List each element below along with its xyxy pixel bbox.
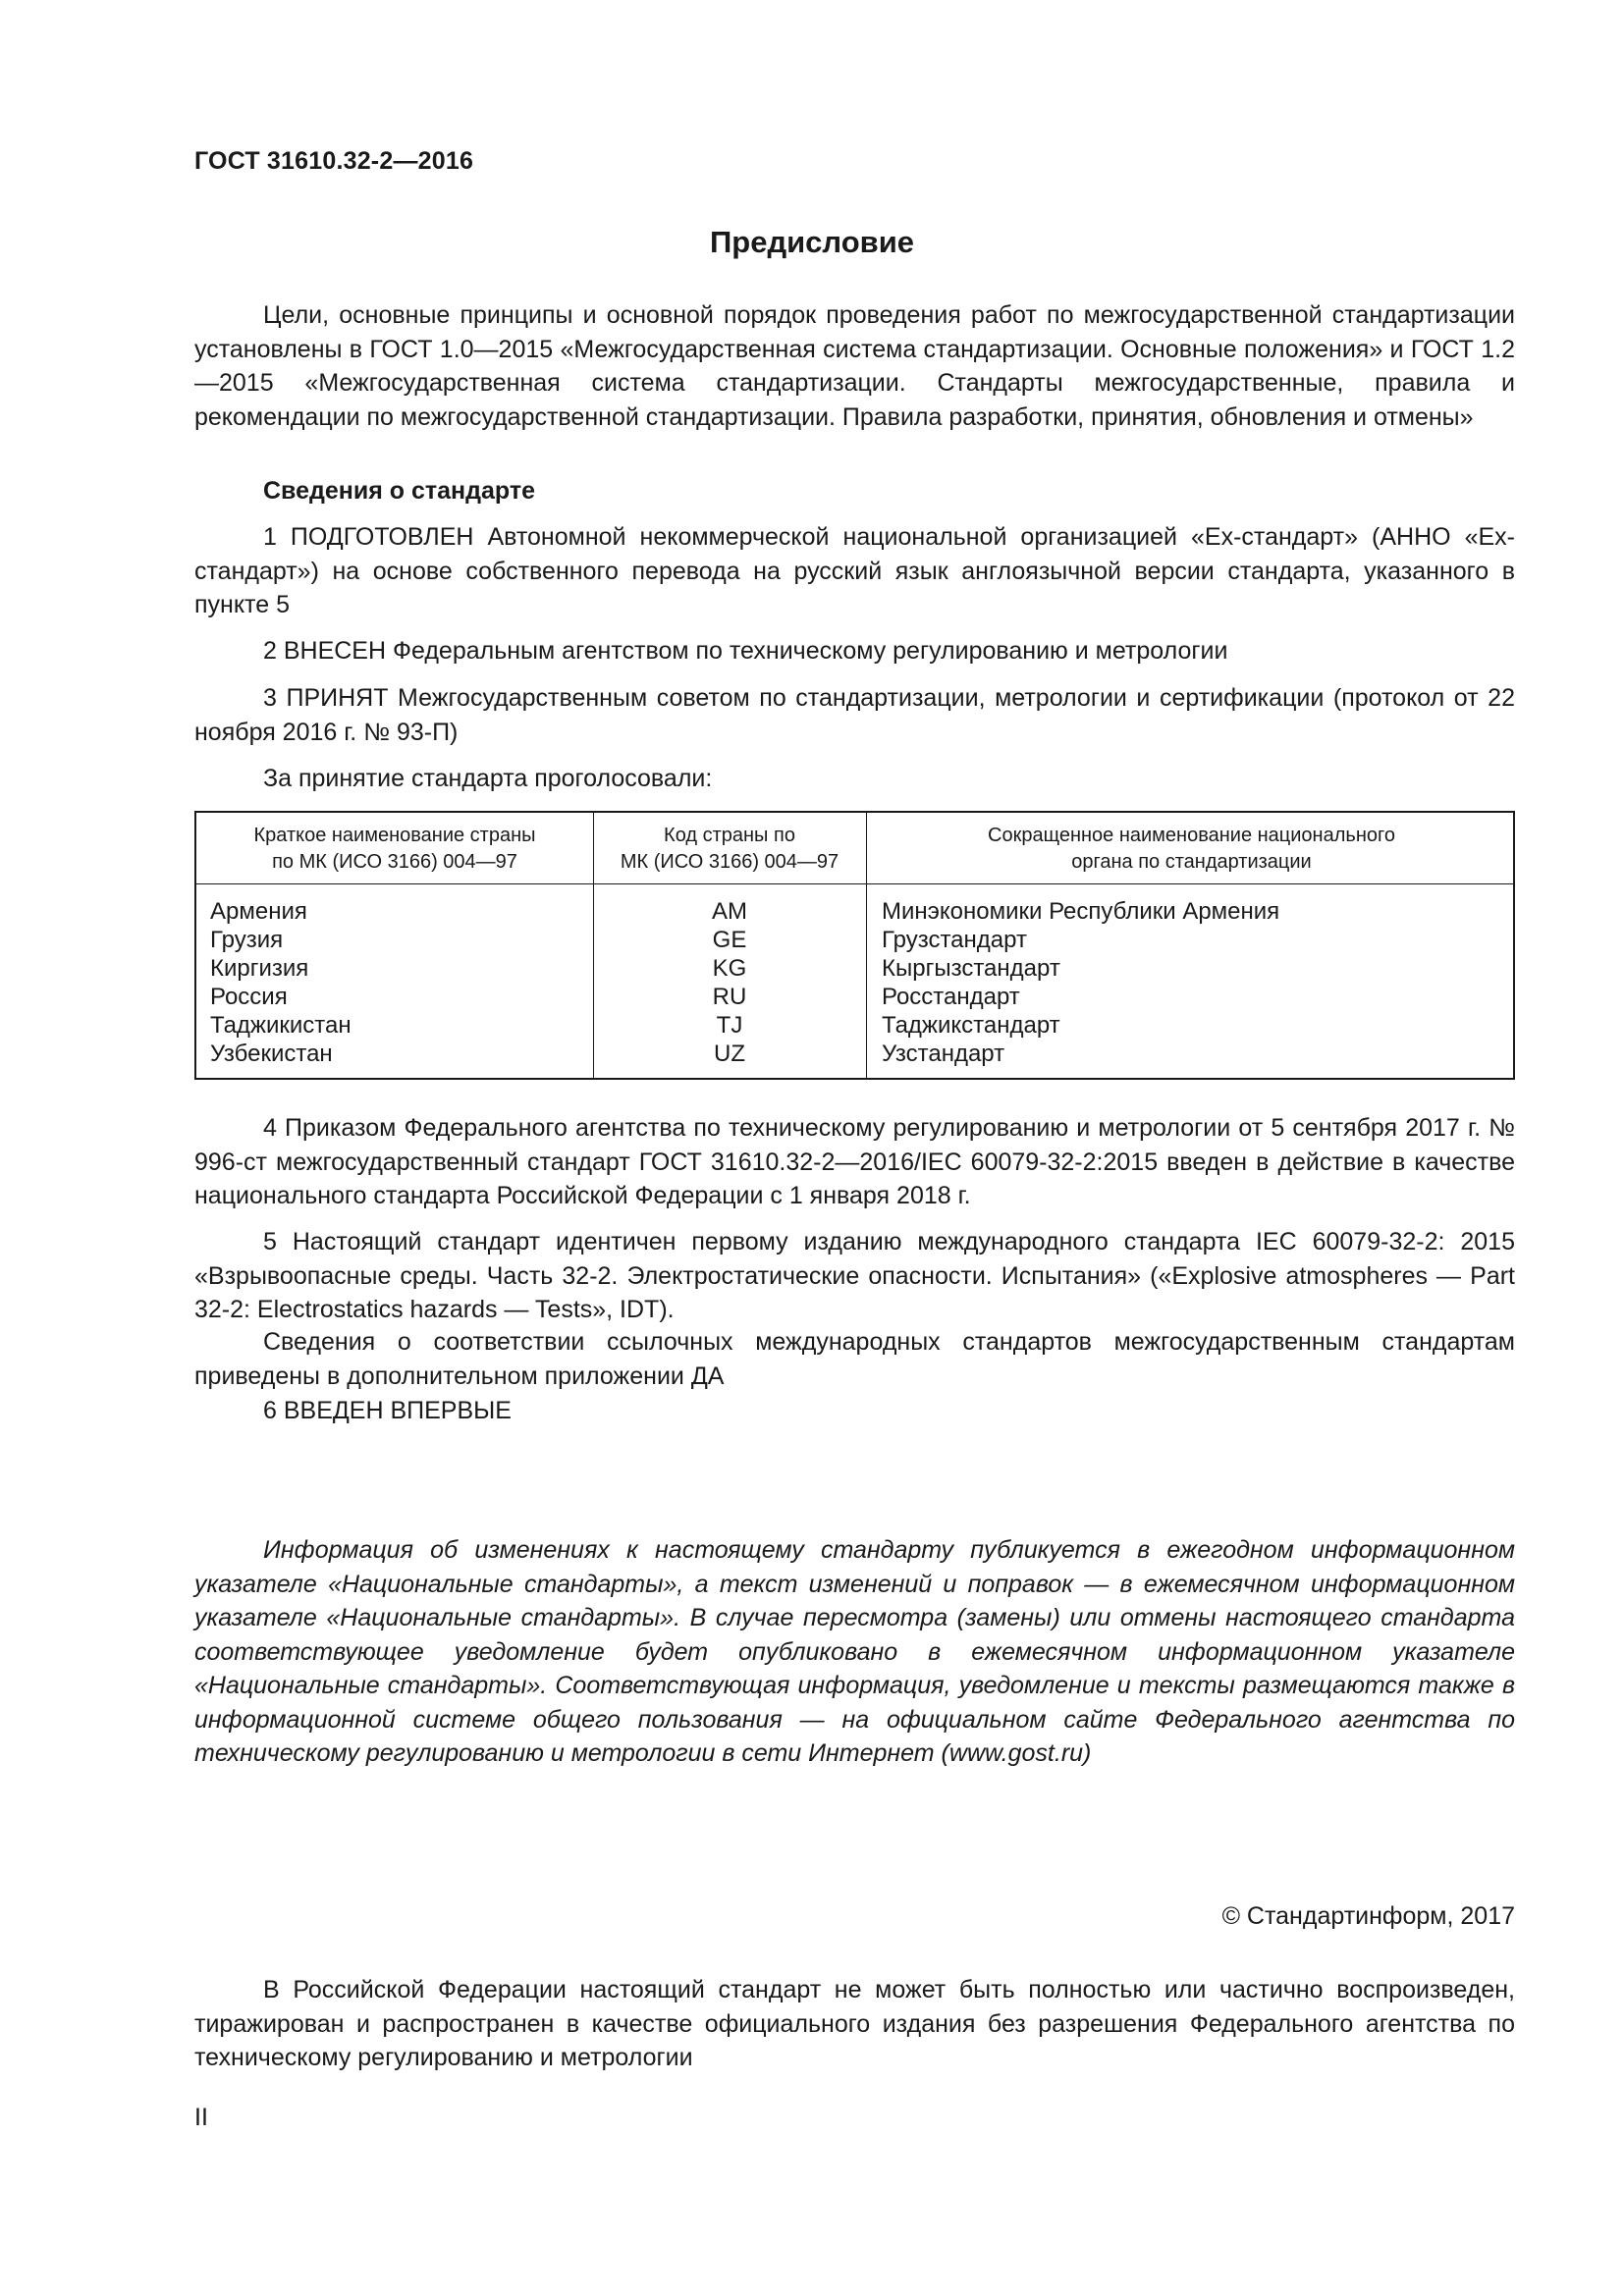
vote-intro: За принятие стандарта проголосовали: [263,765,713,792]
table-cell-body: Узстандарт [882,1041,1005,1067]
section-heading: Сведения о стандарте [263,477,536,505]
table-cell-code: UZ [714,1041,745,1067]
table-cell-country: Армения [210,898,307,925]
table-cell-country: Россия [210,984,288,1010]
page-title: Предисловие [709,225,914,259]
body-column [882,897,1279,1068]
code-column [593,897,866,1068]
table-cell-body: Грузстандарт [882,927,1027,953]
table-cell-body: Минэкономики Республики Армения [882,898,1280,925]
item-identical: 5 Настоящий стандарт идентичен первому изданию международного стандарта IEC 60079-32-2: 2015 «Взрывоопасные среды. Часть 32-2. Электростатические опасности. Испытания» («Explosive atmospheres — Part 32-2: Electrostatics hazards — Tests», IDT). [194,1228,1515,1323]
copyright: © Стандартинформ, 2017 [1221,1902,1515,1930]
intro-paragraph: Цели, основные принципы и основной порядок проведения работ по межгосударственной стандартизации установлены в ГОСТ 1.0—2015 «Межгосударственная система стандартизации. Основные положения» и ГОСТ 1.2—2015 «Межгосударственная система стандартизации. Стандарты межгосударственные, правила и рекомендации по межгосударственной стандартизации. Правила разработки, принятия, обновления и отмены» [194,301,1515,431]
table-cell-body: Кыргызстандарт [882,955,1060,982]
table-header-body: Сокращенное наименование национального органа по стандартизации [988,825,1395,873]
table-cell-body: Таджикстандарт [882,1012,1060,1039]
table-header-country: Краткое наименование страны по МК (ИСО 3166) 004—97 [253,825,536,873]
table-cell-country: Грузия [210,927,284,953]
country-column [210,897,352,1068]
table-cell-country: Узбекистан [210,1041,333,1067]
page-number: II [194,2104,208,2131]
item-adopted: 3 ПРИНЯТ Межгосударственным советом по стандартизации, метрологии и сертификации (протокол от 22 ноября 2016 г. № 93-П) [194,684,1515,746]
table-cell-code: RU [712,984,747,1010]
table-cell-code: TJ [716,1012,743,1039]
item-prepared: 1 ПОДГОТОВЛЕН Автономной некоммерческой национальной организацией «Ех-стандарт» (АННО «Ех-стандарт») на основе собственного перевода на русский язык англоязычной версии стандарта, указанного в пункте 5 [194,523,1515,618]
table-cell-country: Таджикистан [210,1012,352,1039]
rights-notice: В Российской Федерации настоящий стандарт не может быть полностью или частично воспроизведен, тиражирован и распространен в качестве официального издания без разрешения Федерального агентства по техническому регулированию и метрологии [194,1976,1515,2071]
table-cell-code: GE [712,927,747,953]
table-cell-body: Росстандарт [882,984,1020,1010]
table-cell-code: AM [712,898,747,925]
item-references: Сведения о соответствии ссылочных международных стандартов межгосударственным стандартам приведены в дополнительном приложении ДА [194,1328,1515,1390]
item-first-introduced: 6 ВВЕДЕН ВПЕРВЫЕ [263,1397,512,1424]
voting-table [194,811,1515,1080]
table-cell-country: Киргизия [210,955,309,982]
table-cell-code: KG [712,955,747,982]
standard-code: ГОСТ 31610.32-2—2016 [194,147,474,175]
table-header-code: Код страны по МК (ИСО 3166) 004—97 [620,825,839,873]
changes-notice: Информация об изменениях к настоящему стандарту публикуется в ежегодном информационном указателе «Национальные стандарты», а текст изменений и поправок — в ежемесячном информационном указателе «Национальные стандарты». В случае пересмотра (замены) или отмены настоящего стандарта соответствующее уведомление будет опубликовано в ежемесячном информационном указателе «Национальные стандарты». Соответствующая информация, уведомление и тексты размещаются также в информационной системе общего пользования — на официальном сайте Федерального агентства по техническому регулированию и метрологии в сети Интернет (www.gost.ru) [194,1536,1515,1767]
item-order: 4 Приказом Федерального агентства по техническому регулированию и метрологии от 5 сентября 2017 г. № 996-ст межгосударственный стандарт ГОСТ 31610.32-2—2016/IEC 60079-32-2:2015 введен в действие в качестве национального стандарта Российской Федерации с 1 января 2018 г. [194,1114,1515,1209]
item-submitted: 2 ВНЕСЕН Федеральным агентством по техническому регулированию и метрологии [263,637,1228,665]
